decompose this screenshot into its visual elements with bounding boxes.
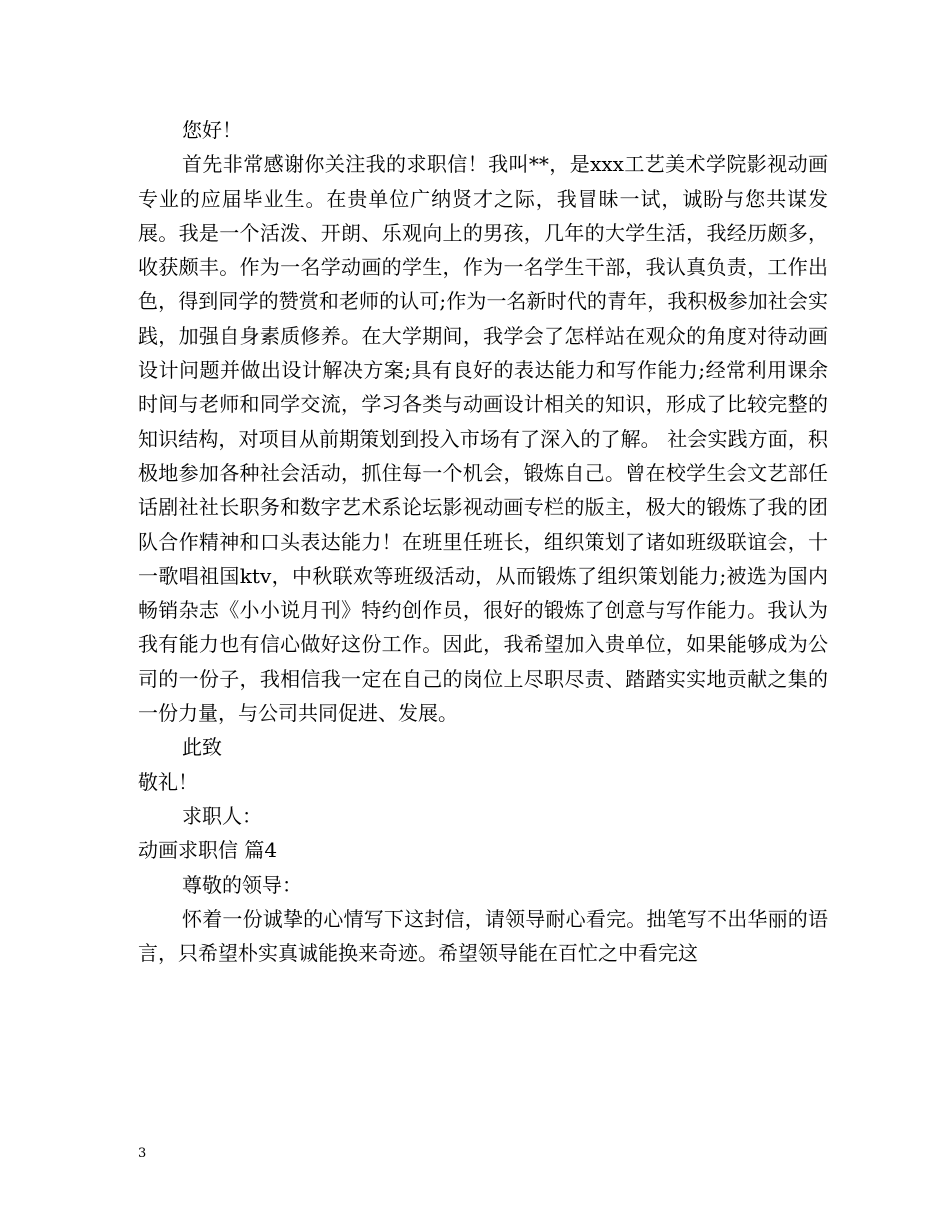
page-number: 3	[138, 1146, 147, 1161]
closing-regards: 敬礼！	[138, 769, 198, 794]
body-paragraph: 首先非常感谢你关注我的求职信！我叫**，是xxx工艺美术学院影视动画专业的应届毕业生。在贵单位广纳贤才之际，我冒昧一试，诚盼与您共谋发展。我是一个活泼、开朗、乐观向上的男孩，几年的大学生活，我经历颇多，收获颇丰。作为一名学动画的学生，作为一名学生干部，我认真负责，工作出色，得到同学的赞赏和老师的认可;作为一名新时代的青年，我积极参加社会实践，加强自身素质修养。在大学期间，我学会了怎样站在观众的角度对待动画设计问题并做出设计解决方案;具有良好的表达能力和写作能力;经常利用课余时间与老师和同学交流，学习各类与动画设计相关的知识，形成了比较完整的知识结构，对项目从前期策划到投入市场有了深入的了解。 社会实践方面，积极地参加各种社会活动，抓住每一个机会，锻炼自己。曾在校学生会文艺部任话剧社社长职务和数字艺术系论坛影视动画专栏的版主，极大的锻炼了我的团队合作精神和口头表达能力！在班里任班长，组织策划了诸如班级联谊会，十一歌唱祖国ktv，中秋联欢等班级活动，从而锻炼了组织策划能力;被选为国内畅销杂志《小小说月刊》特约创作员，很好的锻炼了创意与写作能力。我认为我有能力也有信心做好这份工作。因此，我希望加入贵单位，如果能够成为公司的一份子，我相信我一定在自己的岗位上尽职尽责、踏踏实实地贡献之集的一份力量，与公司共同促进、发展。	[138, 152, 828, 726]
section-heading: 动画求职信 篇4	[138, 838, 278, 863]
salutation: 尊敬的领导：	[182, 872, 302, 897]
closing-salutation: 此致	[182, 735, 222, 760]
signature-label: 求职人：	[182, 803, 262, 828]
document-body	[138, 113, 828, 970]
body-paragraph-continued: 怀着一份诚挚的心情写下这封信，请领导耐心看完。拙笔写不出华丽的语言，只希望朴实真诚能换来奇迹。希望领导能在百忙之中看完这	[138, 906, 828, 966]
greeting: 您好！	[182, 118, 242, 142]
